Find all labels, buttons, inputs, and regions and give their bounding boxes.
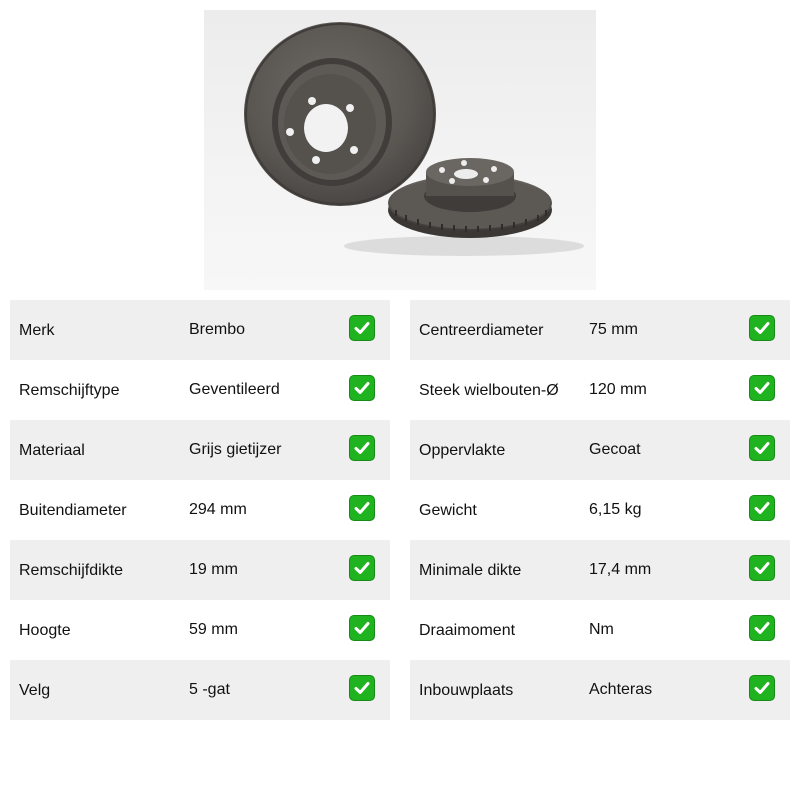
spec-label: Steek wielbouten-Ø <box>419 382 559 399</box>
check-icon <box>749 615 775 641</box>
spec-row <box>10 360 390 420</box>
spec-value: Achteras <box>589 681 653 698</box>
spec-label: Draaimoment <box>419 622 516 639</box>
check-icon <box>749 495 775 521</box>
check-icon <box>349 555 375 581</box>
brake-disc-photo <box>204 10 596 290</box>
check-icon <box>749 435 775 461</box>
spec-row <box>10 540 390 600</box>
spec-label: Velg <box>19 682 51 699</box>
spec-row <box>10 600 390 660</box>
check-icon <box>749 375 775 401</box>
spec-label: Minimale dikte <box>419 562 522 579</box>
spec-value: 19 mm <box>189 561 238 578</box>
spec-table-right <box>410 300 790 720</box>
check-icon <box>749 555 775 581</box>
spec-row <box>410 300 790 360</box>
spec-value: Gecoat <box>589 441 641 458</box>
spec-row <box>10 300 390 360</box>
spec-label: Hoogte <box>19 622 71 639</box>
spec-label: Remschijftype <box>19 382 120 399</box>
spec-value: Geventileerd <box>189 381 280 398</box>
spec-label: Merk <box>19 322 55 339</box>
spec-row <box>410 420 790 480</box>
check-icon <box>349 315 375 341</box>
spec-table-left <box>10 300 390 720</box>
check-icon <box>349 675 375 701</box>
spec-row <box>10 480 390 540</box>
spec-label: Inbouwplaats <box>419 682 514 699</box>
spec-row <box>410 480 790 540</box>
spec-label: Buitendiameter <box>19 502 127 519</box>
spec-label: Materiaal <box>19 442 85 459</box>
spec-label: Oppervlakte <box>419 442 506 459</box>
spec-label: Remschijfdikte <box>19 562 124 579</box>
spec-row <box>410 600 790 660</box>
spec-value: 75 mm <box>589 321 638 338</box>
spec-value: Grijs gietijzer <box>189 441 282 458</box>
spec-row <box>10 660 390 720</box>
spec-row <box>410 360 790 420</box>
check-icon <box>349 615 375 641</box>
spec-value: 294 mm <box>189 501 247 518</box>
spec-value: 120 mm <box>589 381 647 398</box>
spec-value: 5 -gat <box>189 681 230 698</box>
spec-label: Gewicht <box>419 502 477 519</box>
spec-row <box>10 420 390 480</box>
spec-row <box>410 660 790 720</box>
spec-row <box>410 540 790 600</box>
spec-value: 6,15 kg <box>589 501 642 518</box>
check-icon <box>349 375 375 401</box>
check-icon <box>749 315 775 341</box>
spec-value: Nm <box>589 621 614 638</box>
check-icon <box>349 495 375 521</box>
spec-label: Centreerdiameter <box>419 322 544 339</box>
brake-disc-illustration <box>204 10 596 290</box>
check-icon <box>349 435 375 461</box>
spec-value: 59 mm <box>189 621 238 638</box>
check-icon <box>749 675 775 701</box>
spec-value: Brembo <box>189 321 246 338</box>
spec-value: 17,4 mm <box>589 561 652 578</box>
